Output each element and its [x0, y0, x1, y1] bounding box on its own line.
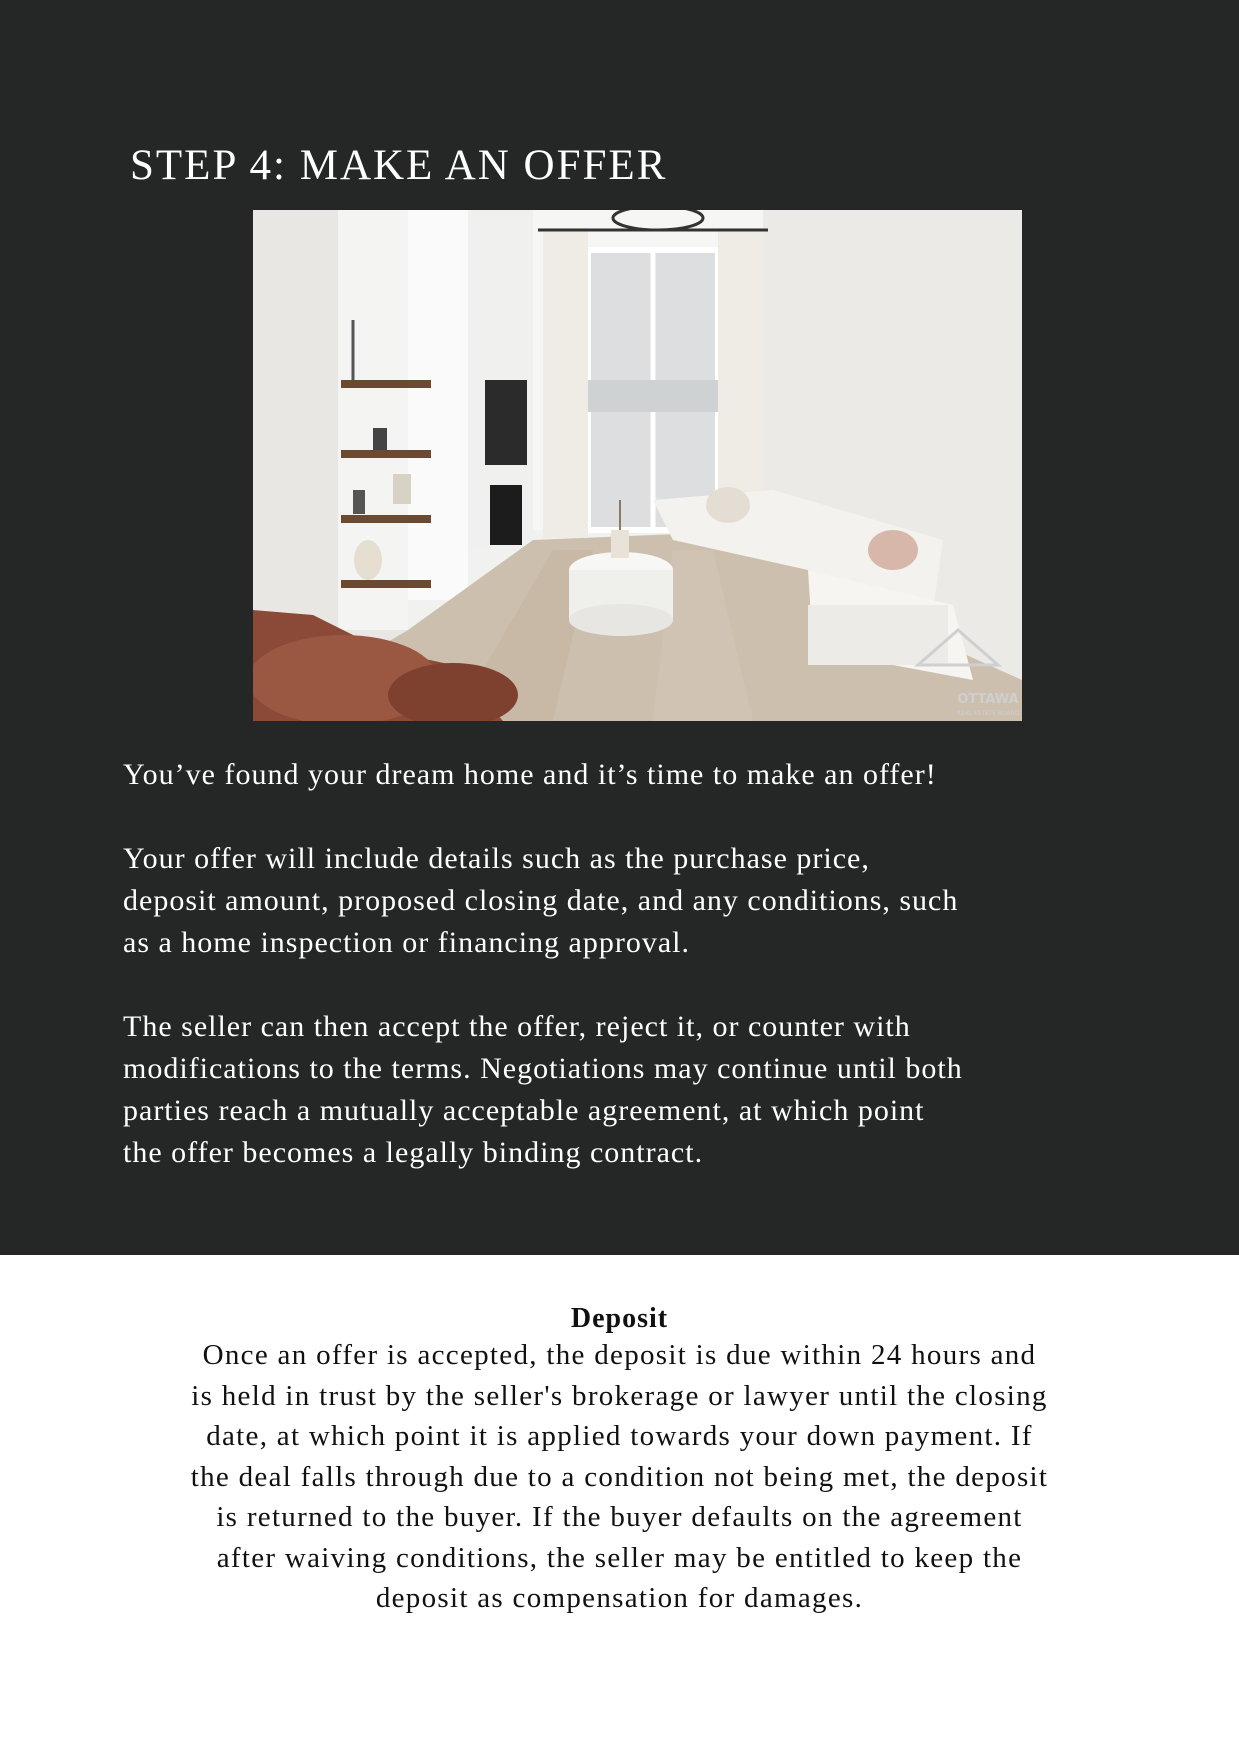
- text-line: the offer becomes a legally binding contract.: [123, 1136, 704, 1169]
- text-line: deposit as compensation for damages.: [375, 1582, 864, 1614]
- text-line: is held in trust by the seller's brokerage or lawyer until the closing: [191, 1379, 1048, 1412]
- text-line: The seller can then accept the offer, reject it, or counter with: [123, 1010, 911, 1043]
- living-room-photo: [253, 210, 1022, 721]
- page-title: STEP 4: MAKE AN OFFER: [130, 141, 668, 189]
- text-line: You’ve found your dream home and it’s time to make an offer!: [123, 758, 937, 791]
- text-line: deposit amount, proposed closing date, and any conditions, such: [123, 884, 959, 917]
- text-line: after waiving conditions, the seller may be entitled to keep the: [216, 1541, 1023, 1574]
- offer-details-paragraph: [123, 838, 1123, 964]
- deposit-description: [0, 1335, 1239, 1619]
- text-line: the deal falls through due to a condition not being met, the deposit: [190, 1460, 1049, 1493]
- text-line: modifications to the terms. Negotiations may continue until both: [123, 1052, 963, 1085]
- watermark-text: OTTAWA: [957, 692, 1019, 707]
- watermark-subtext: REAL ESTATE BOARD: [956, 710, 1020, 717]
- deposit-heading: Deposit: [570, 1303, 669, 1335]
- text-line: as a home inspection or financing approval.: [123, 926, 691, 959]
- text-line: Once an offer is accepted, the deposit is due within 24 hours and: [202, 1339, 1037, 1371]
- living-room-illustration: [253, 210, 1022, 721]
- intro-paragraph: [123, 754, 1123, 796]
- text-line: is returned to the buyer. If the buyer defaults on the agreement: [216, 1501, 1023, 1533]
- text-line: Your offer will include details such as the purchase price,: [123, 842, 870, 875]
- text-line: date, at which point it is applied towards your down payment. If: [206, 1420, 1033, 1452]
- seller-response-paragraph: [123, 1006, 1123, 1174]
- offer-description: [123, 754, 1123, 1216]
- text-line: parties reach a mutually acceptable agreement, at which point: [123, 1094, 925, 1127]
